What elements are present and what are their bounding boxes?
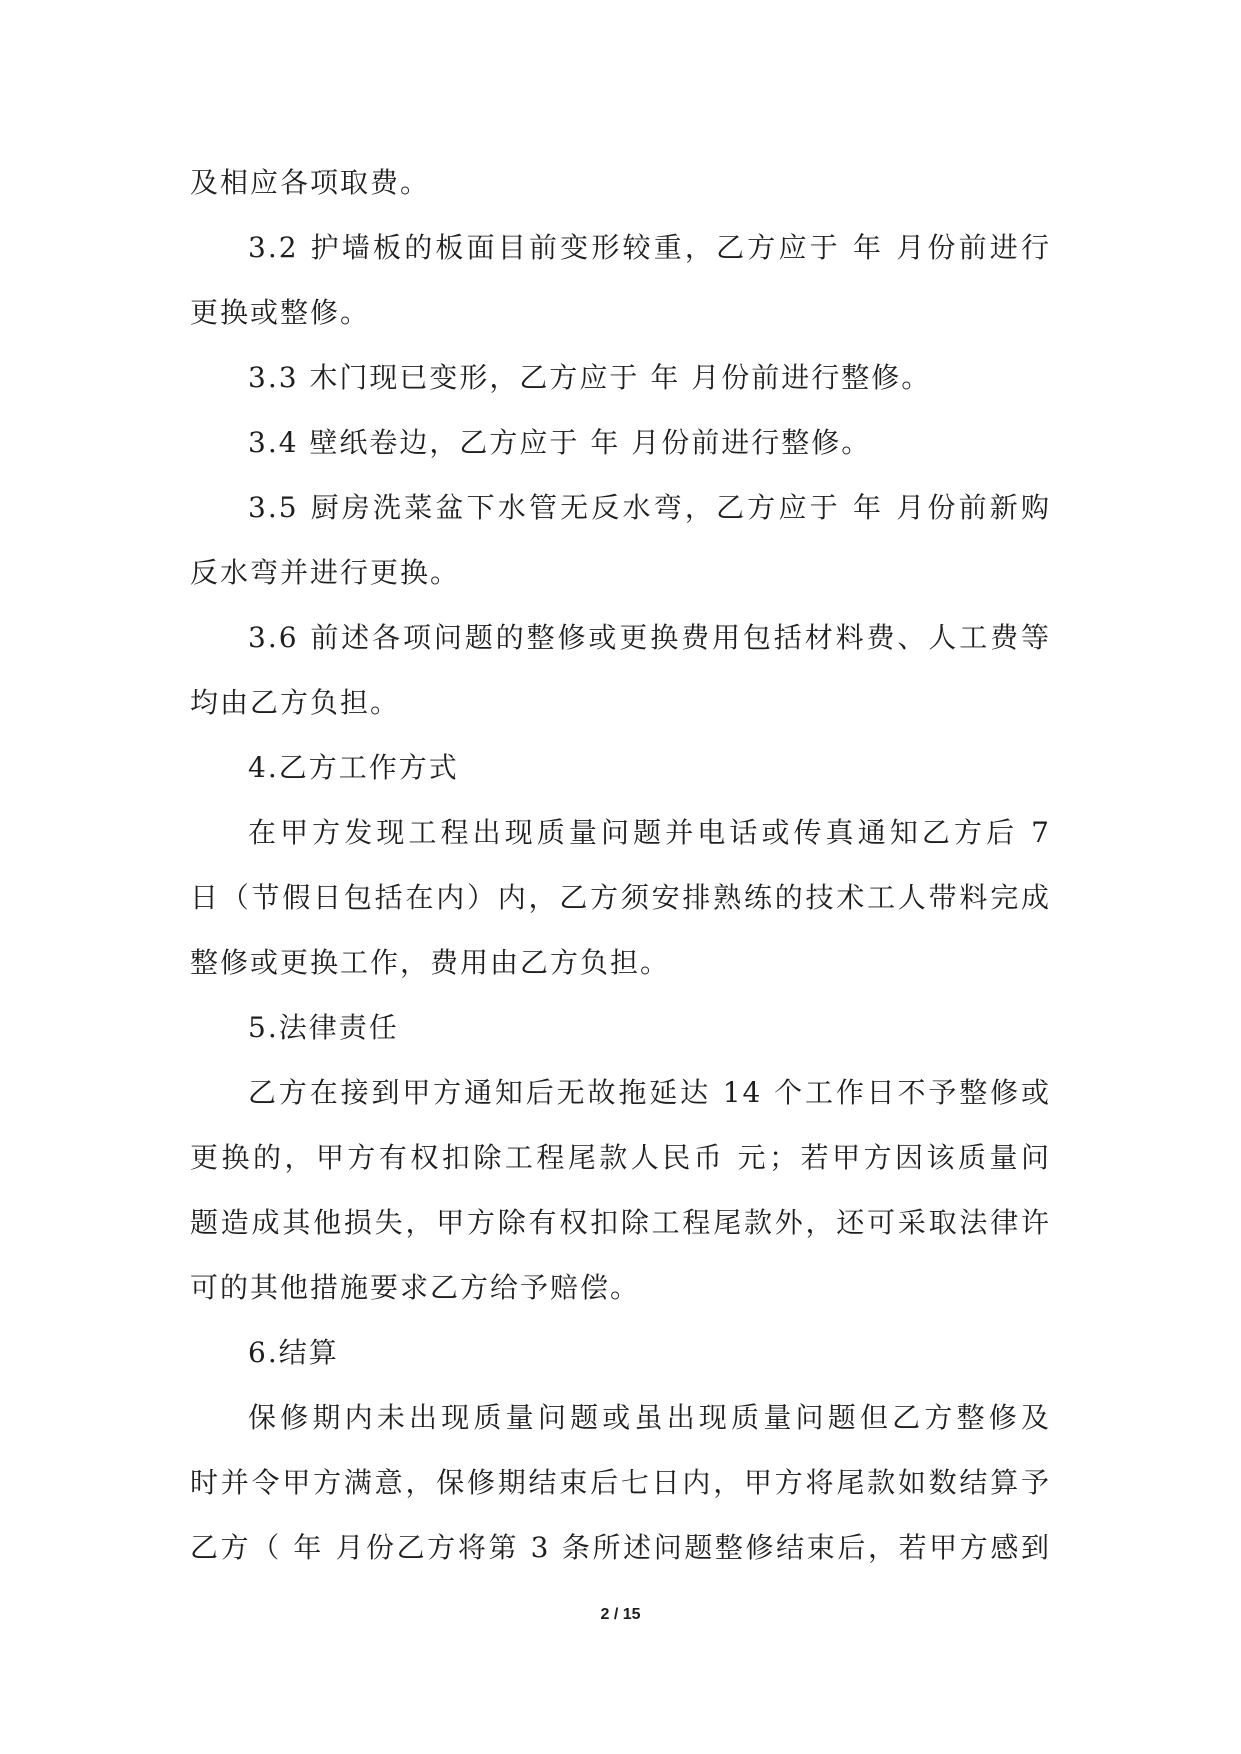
text-line: 更换或整修。: [190, 296, 371, 329]
text-line: 3.5 厨房洗菜盆下水管无反水弯，乙方应于 年 月份前新购: [248, 491, 1051, 524]
text-line: 日（节假日包括在内）内，乙方须安排熟练的技术工人带料完成: [190, 881, 1051, 914]
paragraph-clause-3-3: [190, 345, 1051, 410]
text-line: 可的其他措施要求乙方给予赔偿。: [190, 1271, 641, 1304]
paragraph-clause-3-6: [190, 605, 1051, 735]
page-number: 2 / 15: [600, 1606, 641, 1623]
text-line: 3.2 护墙板的板面目前变形较重，乙方应于 年 月份前进行: [248, 231, 1051, 264]
section-heading-5: [190, 995, 1051, 1060]
text-line: 整修或更换工作，费用由乙方负担。: [190, 946, 671, 979]
text-line: 题造成其他损失，甲方除有权扣除工程尾款外，还可采取法律许: [190, 1206, 1051, 1239]
section-heading-4: [190, 735, 1051, 800]
paragraph-section-5-body: [190, 1060, 1051, 1320]
text-line: 及相应各项取费。: [190, 166, 431, 199]
text-line: 乙方在接到甲方通知后无故拖延达 14 个工作日不予整修或: [248, 1076, 1051, 1109]
text-line: 均由乙方负担。: [190, 686, 401, 719]
text-line: 保修期内未出现质量问题或虽出现质量问题但乙方整修及: [248, 1401, 1051, 1434]
paragraph-section-6-body: [190, 1385, 1051, 1580]
text-line: 乙方（ 年 月份乙方将第 3 条所述问题整修结束后，若甲方感到: [190, 1531, 1051, 1564]
text-line: 时并令甲方满意，保修期结束后七日内，甲方将尾款如数结算予: [190, 1466, 1051, 1499]
paragraph-clause-3-5: [190, 475, 1051, 605]
text-line: 在甲方发现工程出现质量问题并电话或传真通知乙方后 7: [248, 816, 1051, 849]
document-body: [190, 150, 1051, 1580]
section-heading-6: [190, 1320, 1051, 1385]
section-heading: 6.结算: [248, 1336, 339, 1369]
section-heading: 4.乙方工作方式: [248, 751, 459, 784]
text-line: 更换的，甲方有权扣除工程尾款人民币 元；若甲方因该质量问: [190, 1141, 1051, 1174]
section-heading: 5.法律责任: [248, 1011, 399, 1044]
text-line: 3.3 木门现已变形，乙方应于 年 月份前进行整修。: [248, 361, 932, 394]
paragraph-continuation: [190, 150, 1051, 215]
text-line: 反水弯并进行更换。: [190, 556, 461, 589]
paragraph-clause-3-4: [190, 410, 1051, 475]
text-line: 3.6 前述各项问题的整修或更换费用包括材料费、人工费等: [248, 621, 1051, 654]
text-line: 3.4 壁纸卷边，乙方应于 年 月份前进行整修。: [248, 426, 872, 459]
paragraph-section-4-body: [190, 800, 1051, 995]
paragraph-clause-3-2: [190, 215, 1051, 345]
